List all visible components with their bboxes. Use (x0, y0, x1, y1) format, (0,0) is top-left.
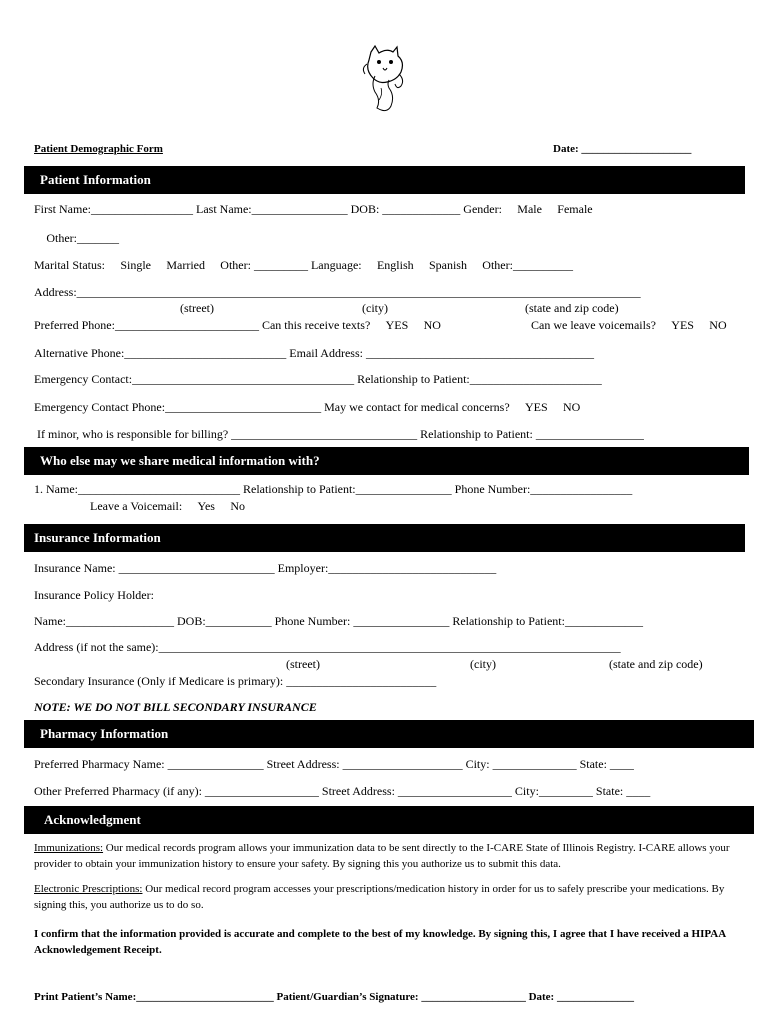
address-city-label: (city) (362, 301, 388, 315)
address-state-label: (state and zip code) (525, 301, 619, 315)
emergency-contact-line[interactable]: Emergency Contact:_____________________________________ Relationship to Patient:______________________ (34, 372, 602, 386)
holder-street-label: (street) (286, 657, 320, 671)
emergency-phone-line[interactable]: Emergency Contact Phone:__________________________ May we contact for medical concerns? YES NO (34, 400, 568, 414)
preferred-phone-line[interactable]: Preferred Phone:________________________ Can this receive texts? YES NO (34, 318, 428, 332)
secondary-insurance-line[interactable]: Secondary Insurance (Only if Medicare is primary): _________________________ (34, 674, 437, 688)
section-header-patient-info: Patient Information (24, 166, 745, 194)
name-dob-gender-line[interactable]: First Name:_________________ Last Name:________________ DOB: _____________ Gender: Male Female (34, 202, 580, 216)
immunizations-paragraph: Immunizations: Our medical records program allows your immunization data to be sent directly to the I-CARE State of Illinois Registry. I-CARE allows your provider to obtain your immunization history to ensure your safety. By signing this you authorize us to submit this data. (34, 842, 730, 870)
section-header-insurance: Insurance Information (24, 524, 745, 552)
other-pharmacy-line[interactable]: Other Preferred Pharmacy (if any): ___________________ Street Address: ___________________ City:_________ State: ____ (34, 784, 651, 798)
voicemail-line[interactable]: Can we leave voicemails? YES NO (531, 318, 714, 332)
holder-address-line[interactable]: Address (if not the same):_____________________________________________________________________________ (34, 640, 621, 654)
section-header-pharmacy: Pharmacy Information (24, 720, 754, 748)
date-field[interactable]: Date: ____________________ (553, 143, 692, 155)
share-name-line[interactable]: 1. Name:___________________________ Relationship to Patient:________________ Phone Number:_________________ (34, 482, 633, 496)
eprescriptions-paragraph: Electronic Prescriptions: Our medical record program accesses your prescriptions/medication history in order for us to safely prescribe your medications. By signing this, you authorize us to do so. (34, 883, 725, 911)
form-title: Patient Demographic Form (34, 143, 163, 155)
confirmation-statement: I confirm that the information provided is accurate and complete to the best of my knowledge. By signing this, I agree that I have received a HIPAA Acknowledgement Receipt. (34, 928, 726, 956)
secondary-note: NOTE: WE DO NOT BILL SECONDARY INSURANCE (34, 700, 317, 714)
signature-line[interactable]: Print Patient’s Name:_________________________ Patient/Guardian’s Signature: ___________________ Date: ______________ (34, 991, 634, 1003)
alt-phone-email-line[interactable]: Alternative Phone:___________________________ Email Address: ______________________________________ (34, 346, 594, 360)
minor-billing-line[interactable]: If minor, who is responsible for billing? _______________________________ Relationship to Patient: __________________ (37, 427, 644, 441)
holder-city-label: (city) (470, 657, 496, 671)
address-street-label: (street) (180, 301, 214, 315)
section-header-share: Who else may we share medical information with? (24, 447, 749, 475)
mascot-logo-icon (357, 44, 409, 116)
holder-state-label: (state and zip code) (609, 657, 703, 671)
address-field[interactable]: Address:______________________________________________________________________________________________ (34, 285, 641, 299)
marital-language-line[interactable]: Marital Status: Single Married Other: _________ Language: English Spanish Other:__________ (34, 258, 535, 272)
preferred-pharmacy-line[interactable]: Preferred Pharmacy Name: ________________ Street Address: ____________________ City: ______________ State: ____ (34, 757, 634, 771)
insurance-name-line[interactable]: Insurance Name: __________________________ Employer:____________________________ (34, 561, 497, 575)
section-header-acknowledgment: Acknowledgment (24, 806, 754, 834)
gender-other-line[interactable]: Other:_______ (34, 231, 113, 245)
policy-holder-label: Insurance Policy Holder: (34, 588, 154, 602)
holder-name-line[interactable]: Name:__________________ DOB:___________ Phone Number: ________________ Relationship to Patient:_____________ (34, 614, 643, 628)
share-voicemail-line[interactable]: Leave a Voicemail: Yes No (90, 499, 232, 513)
